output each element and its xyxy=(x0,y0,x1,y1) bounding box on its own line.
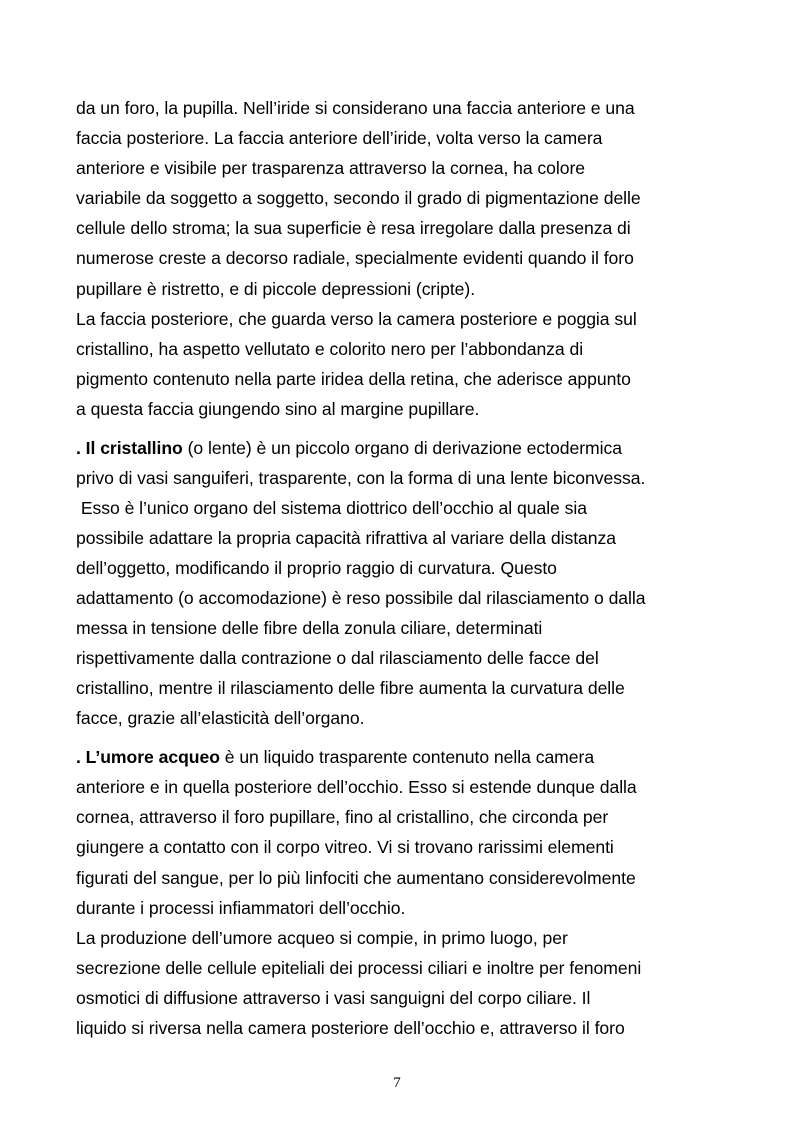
text-line: durante i processi infiammatori dell’occhio. xyxy=(76,897,406,918)
text-line: privo di vasi sanguiferi, trasparente, con la forma di una lente biconvessa. xyxy=(76,467,646,488)
text-line: pigmento contenuto nella parte iridea della retina, che aderisce appunto xyxy=(76,368,631,389)
text-line: pupillare è ristretto, e di piccole depressioni (cripte). xyxy=(76,278,476,299)
paragraph-cristallino xyxy=(76,433,726,734)
page-body xyxy=(76,93,726,1043)
text-line: dell’oggetto, modificando il proprio raggio di curvatura. Questo xyxy=(76,558,557,578)
text-line: cristallino, mentre il rilasciamento delle fibre aumenta la curvatura delle xyxy=(76,678,625,699)
text-line: numerose creste a decorso radiale, specialmente evidenti quando il foro xyxy=(76,248,634,269)
text-line: adattamento (o accomodazione) è reso possibile dal rilasciamento o dalla xyxy=(76,588,646,609)
text-line: cristallino, ha aspetto vellutato e colorito nero per l’abbondanza di xyxy=(76,338,584,359)
text-line: cellule dello stroma; la sua superficie è resa irregolare dalla presenza di xyxy=(76,218,631,239)
text-line: variabile da soggetto a soggetto, secondo il grado di pigmentazione delle xyxy=(76,188,641,209)
text-line: giungere a contatto con il corpo vitreo. Vi si trovano rarissimi elementi xyxy=(76,837,614,858)
text-line: liquido si riversa nella camera posteriore dell’occhio e, attraverso il foro xyxy=(76,1018,625,1038)
text-line: possibile adattare la propria capacità rifrattiva al variare della distanza xyxy=(76,527,616,548)
text-line: cornea, attraverso il foro pupillare, fino al cristallino, che circonda per xyxy=(76,807,609,828)
text-line: Esso è l’unico organo del sistema diottrico dell’occhio al quale sia xyxy=(76,497,587,518)
text-line: da un foro, la pupilla. Nell’iride si considerano una faccia anteriore e una xyxy=(76,98,635,118)
page-number: 7 xyxy=(393,1075,401,1091)
text-line: figurati del sangue, per lo più linfociti che aumentano considerevolmente xyxy=(76,867,636,888)
text-line: anteriore e in quella posteriore dell’occhio. Esso si estende dunque dalla xyxy=(76,777,637,798)
text-line: La faccia posteriore, che guarda verso la camera posteriore e poggia sul xyxy=(76,308,637,329)
text-line: La produzione dell’umore acqueo si compie, in primo luogo, per xyxy=(76,927,568,948)
text-line: facce, grazie all’elasticità dell’organo. xyxy=(76,708,365,729)
text-line: osmotici di diffusione attraverso i vasi sanguigni del corpo ciliare. Il xyxy=(76,987,591,1008)
term-cristallino: . Il cristallino xyxy=(76,437,183,458)
text-fragment: (o lente) è un piccolo organo di derivazione ectodermica xyxy=(182,437,622,458)
term-umore-acqueo: . L’umore acqueo xyxy=(76,747,220,768)
text-line: secrezione delle cellule epiteliali dei processi ciliari e inoltre per fenomeni xyxy=(76,957,642,978)
text-line: messa in tensione delle fibre della zonula ciliare, determinati xyxy=(76,618,543,639)
text-line: faccia posteriore. La faccia anteriore dell’iride, volta verso la camera xyxy=(76,128,603,149)
paragraph-faccia-posteriore xyxy=(76,304,726,424)
text-line: a questa faccia giungendo sino al margine pupillare. xyxy=(76,398,480,419)
text-line xyxy=(76,742,726,772)
paragraph-iride-continuation xyxy=(76,93,726,304)
paragraph-produzione-umore xyxy=(76,923,726,1043)
text-line: anteriore e visibile per trasparenza attraverso la cornea, ha colore xyxy=(76,158,586,179)
paragraph-umore-acqueo xyxy=(76,742,726,923)
text-line xyxy=(76,433,726,463)
text-line: rispettivamente dalla contrazione o dal rilasciamento delle facce del xyxy=(76,648,599,669)
text-fragment: è un liquido trasparente contenuto nella camera xyxy=(219,747,595,768)
